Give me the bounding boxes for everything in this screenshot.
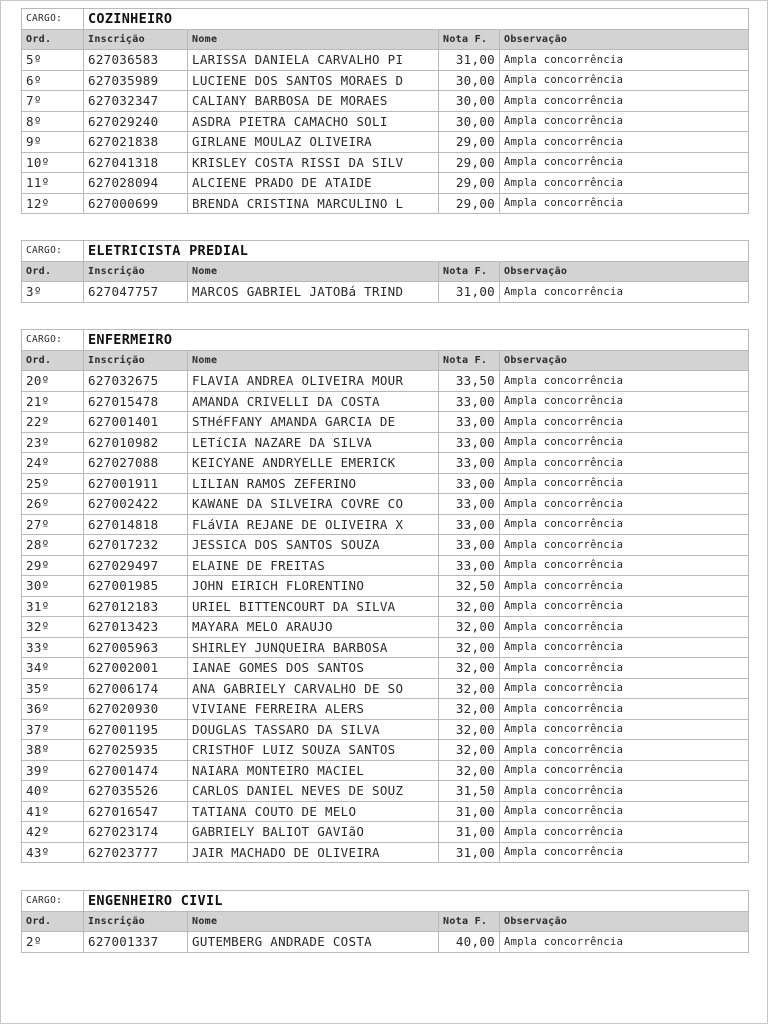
cell-ord: 42º [22, 822, 84, 843]
cell-nota: 33,00 [439, 432, 500, 453]
cell-inscricao: 627032675 [84, 371, 188, 392]
cell-nota: 33,50 [439, 371, 500, 392]
results-table [21, 8, 749, 214]
table-row [22, 152, 749, 173]
cell-nota: 31,50 [439, 781, 500, 802]
table-row [22, 494, 749, 515]
cell-ord: 6º [22, 70, 84, 91]
cell-observacao: Ampla concorrência [500, 740, 749, 761]
table-row [22, 658, 749, 679]
cell-ord: 34º [22, 658, 84, 679]
cell-nota: 32,00 [439, 699, 500, 720]
cell-inscricao: 627020930 [84, 699, 188, 720]
cell-inscricao: 627028094 [84, 173, 188, 194]
table-body [22, 50, 749, 214]
cell-inscricao: 627041318 [84, 152, 188, 173]
header-nome: Nome [188, 29, 439, 50]
cell-inscricao: 627010982 [84, 432, 188, 453]
cell-ord: 10º [22, 152, 84, 173]
cargo-title-row [22, 891, 749, 912]
cell-ord: 39º [22, 760, 84, 781]
cell-nome: TATIANA COUTO DE MELO [188, 801, 439, 822]
cell-inscricao: 627012183 [84, 596, 188, 617]
cell-observacao: Ampla concorrência [500, 132, 749, 153]
cell-observacao: Ampla concorrência [500, 494, 749, 515]
table-body [22, 932, 749, 953]
cell-observacao: Ampla concorrência [500, 576, 749, 597]
cell-nome: VIVIANE FERREIRA ALERS [188, 699, 439, 720]
cell-observacao: Ampla concorrência [500, 617, 749, 638]
cargo-title-row [22, 9, 749, 30]
cell-observacao: Ampla concorrência [500, 152, 749, 173]
cell-observacao: Ampla concorrência [500, 70, 749, 91]
table-row [22, 760, 749, 781]
header-nota: Nota F. [439, 911, 500, 932]
table-row [22, 719, 749, 740]
header-ord: Ord. [22, 911, 84, 932]
cell-nome: GABRIELY BALIOT GAVIãO [188, 822, 439, 843]
cell-inscricao: 627025935 [84, 740, 188, 761]
table-row [22, 678, 749, 699]
cell-observacao: Ampla concorrência [500, 842, 749, 863]
cell-nome: BRENDA CRISTINA MARCULINO L [188, 193, 439, 214]
cell-ord: 37º [22, 719, 84, 740]
table-row [22, 842, 749, 863]
cell-ord: 40º [22, 781, 84, 802]
cargo-title-row [22, 330, 749, 351]
cargo-name: ENFERMEIRO [84, 330, 749, 351]
cell-nome: LILIAN RAMOS ZEFERINO [188, 473, 439, 494]
cell-inscricao: 627036583 [84, 50, 188, 71]
cell-nota: 33,00 [439, 473, 500, 494]
header-nota: Nota F. [439, 261, 500, 282]
cargo-label: CARGO: [22, 9, 84, 30]
cell-nota: 31,00 [439, 842, 500, 863]
cell-inscricao: 627015478 [84, 391, 188, 412]
cell-ord: 23º [22, 432, 84, 453]
cell-ord: 24º [22, 453, 84, 474]
cell-inscricao: 627006174 [84, 678, 188, 699]
cell-nome: GUTEMBERG ANDRADE COSTA [188, 932, 439, 953]
table-row [22, 193, 749, 214]
cell-nota: 33,00 [439, 514, 500, 535]
cell-nota: 40,00 [439, 932, 500, 953]
cell-observacao: Ampla concorrência [500, 453, 749, 474]
cell-inscricao: 627027088 [84, 453, 188, 474]
cell-ord: 33º [22, 637, 84, 658]
section-enfermeiro [21, 329, 748, 863]
header-nome: Nome [188, 261, 439, 282]
cell-ord: 5º [22, 50, 84, 71]
header-obs: Observação [500, 261, 749, 282]
cell-nome: LETíCIA NAZARE DA SILVA [188, 432, 439, 453]
column-header-row [22, 29, 749, 50]
table-row [22, 699, 749, 720]
cell-nome: JESSICA DOS SANTOS SOUZA [188, 535, 439, 556]
table-row [22, 453, 749, 474]
header-obs: Observação [500, 911, 749, 932]
cell-nome: LUCIENE DOS SANTOS MORAES D [188, 70, 439, 91]
section-eletricista-predial [21, 240, 748, 303]
cell-inscricao: 627029240 [84, 111, 188, 132]
cell-observacao: Ampla concorrência [500, 412, 749, 433]
cell-observacao: Ampla concorrência [500, 932, 749, 953]
cell-inscricao: 627032347 [84, 91, 188, 112]
cell-nome: ASDRA PIETRA CAMACHO SOLI [188, 111, 439, 132]
cell-inscricao: 627016547 [84, 801, 188, 822]
table-row [22, 932, 749, 953]
cell-observacao: Ampla concorrência [500, 535, 749, 556]
cell-nota: 32,00 [439, 740, 500, 761]
cargo-name: COZINHEIRO [84, 9, 749, 30]
cell-nota: 33,00 [439, 412, 500, 433]
cell-inscricao: 627001195 [84, 719, 188, 740]
cell-observacao: Ampla concorrência [500, 637, 749, 658]
cell-nota: 29,00 [439, 193, 500, 214]
cell-observacao: Ampla concorrência [500, 699, 749, 720]
cell-inscricao: 627047757 [84, 282, 188, 303]
cell-nome: CRISTHOF LUIZ SOUZA SANTOS [188, 740, 439, 761]
results-table [21, 890, 749, 953]
table-row [22, 637, 749, 658]
cell-nota: 33,00 [439, 494, 500, 515]
cell-nome: CALIANY BARBOSA DE MORAES [188, 91, 439, 112]
header-inscricao: Inscrição [84, 350, 188, 371]
cell-inscricao: 627017232 [84, 535, 188, 556]
cell-observacao: Ampla concorrência [500, 801, 749, 822]
cell-observacao: Ampla concorrência [500, 678, 749, 699]
header-inscricao: Inscrição [84, 911, 188, 932]
cell-inscricao: 627001401 [84, 412, 188, 433]
cell-ord: 3º [22, 282, 84, 303]
cell-observacao: Ampla concorrência [500, 193, 749, 214]
cell-nome: IANAE GOMES DOS SANTOS [188, 658, 439, 679]
cell-ord: 43º [22, 842, 84, 863]
cell-nota: 31,00 [439, 822, 500, 843]
header-ord: Ord. [22, 29, 84, 50]
cell-ord: 11º [22, 173, 84, 194]
cargo-title-row [22, 241, 749, 262]
cell-nota: 33,00 [439, 535, 500, 556]
cell-nome: FLAVIA ANDREA OLIVEIRA MOUR [188, 371, 439, 392]
cell-nota: 31,00 [439, 801, 500, 822]
cell-inscricao: 627001474 [84, 760, 188, 781]
table-row [22, 576, 749, 597]
cell-ord: 27º [22, 514, 84, 535]
header-nota: Nota F. [439, 29, 500, 50]
table-row [22, 111, 749, 132]
cell-nome: DOUGLAS TASSARO DA SILVA [188, 719, 439, 740]
table-body [22, 282, 749, 303]
cell-observacao: Ampla concorrência [500, 91, 749, 112]
cell-inscricao: 627035989 [84, 70, 188, 91]
table-row [22, 514, 749, 535]
cell-nota: 32,00 [439, 760, 500, 781]
cell-ord: 2º [22, 932, 84, 953]
cell-observacao: Ampla concorrência [500, 596, 749, 617]
cell-inscricao: 627000699 [84, 193, 188, 214]
cell-nome: KAWANE DA SILVEIRA COVRE CO [188, 494, 439, 515]
cell-ord: 21º [22, 391, 84, 412]
column-header-row [22, 911, 749, 932]
cell-inscricao: 627001985 [84, 576, 188, 597]
cell-inscricao: 627021838 [84, 132, 188, 153]
cell-inscricao: 627023777 [84, 842, 188, 863]
cell-ord: 25º [22, 473, 84, 494]
cell-observacao: Ampla concorrência [500, 514, 749, 535]
cell-ord: 35º [22, 678, 84, 699]
cell-inscricao: 627014818 [84, 514, 188, 535]
cell-nome: URIEL BITTENCOURT DA SILVA [188, 596, 439, 617]
cell-ord: 22º [22, 412, 84, 433]
cell-nota: 29,00 [439, 173, 500, 194]
cell-nota: 32,00 [439, 617, 500, 638]
header-ord: Ord. [22, 350, 84, 371]
header-obs: Observação [500, 29, 749, 50]
cell-nota: 33,00 [439, 391, 500, 412]
cell-nota: 30,00 [439, 111, 500, 132]
table-row [22, 617, 749, 638]
cell-nota: 32,00 [439, 596, 500, 617]
cell-observacao: Ampla concorrência [500, 719, 749, 740]
header-ord: Ord. [22, 261, 84, 282]
table-row [22, 535, 749, 556]
cell-ord: 30º [22, 576, 84, 597]
cell-nome: JOHN EIRICH FLORENTINO [188, 576, 439, 597]
table-row [22, 822, 749, 843]
table-row [22, 391, 749, 412]
table-row [22, 70, 749, 91]
section-cozinheiro [21, 8, 748, 214]
cell-ord: 20º [22, 371, 84, 392]
table-row [22, 282, 749, 303]
cell-inscricao: 627005963 [84, 637, 188, 658]
cell-nome: MARCOS GABRIEL JATOBá TRIND [188, 282, 439, 303]
cell-nota: 33,00 [439, 453, 500, 474]
cell-nome: JAIR MACHADO DE OLIVEIRA [188, 842, 439, 863]
cell-nota: 32,50 [439, 576, 500, 597]
header-obs: Observação [500, 350, 749, 371]
table-row [22, 801, 749, 822]
cell-observacao: Ampla concorrência [500, 473, 749, 494]
cell-observacao: Ampla concorrência [500, 822, 749, 843]
column-header-row [22, 350, 749, 371]
cargo-name: ELETRICISTA PREDIAL [84, 241, 749, 262]
table-row [22, 91, 749, 112]
cargo-label: CARGO: [22, 891, 84, 912]
cell-ord: 29º [22, 555, 84, 576]
cell-nome: KRISLEY COSTA RISSI DA SILV [188, 152, 439, 173]
column-header-row [22, 261, 749, 282]
cell-ord: 8º [22, 111, 84, 132]
cell-ord: 38º [22, 740, 84, 761]
header-inscricao: Inscrição [84, 261, 188, 282]
cargo-label: CARGO: [22, 241, 84, 262]
cell-nota: 29,00 [439, 132, 500, 153]
cell-nota: 32,00 [439, 637, 500, 658]
cell-inscricao: 627013423 [84, 617, 188, 638]
cell-nome: ANA GABRIELY CARVALHO DE SO [188, 678, 439, 699]
cargo-name: ENGENHEIRO CIVIL [84, 891, 749, 912]
cell-nota: 31,00 [439, 282, 500, 303]
cell-nota: 30,00 [439, 91, 500, 112]
header-nome: Nome [188, 911, 439, 932]
table-body [22, 371, 749, 863]
cell-inscricao: 627002001 [84, 658, 188, 679]
cell-nome: ELAINE DE FREITAS [188, 555, 439, 576]
table-row [22, 555, 749, 576]
cell-nota: 32,00 [439, 678, 500, 699]
results-table [21, 240, 749, 303]
cell-observacao: Ampla concorrência [500, 432, 749, 453]
cell-ord: 36º [22, 699, 84, 720]
cell-nota: 31,00 [439, 50, 500, 71]
cell-observacao: Ampla concorrência [500, 371, 749, 392]
cell-nota: 33,00 [439, 555, 500, 576]
cell-nome: GIRLANE MOULAZ OLIVEIRA [188, 132, 439, 153]
cargo-label: CARGO: [22, 330, 84, 351]
header-nota: Nota F. [439, 350, 500, 371]
cell-nome: KEICYANE ANDRYELLE EMERICK [188, 453, 439, 474]
cell-inscricao: 627029497 [84, 555, 188, 576]
cell-inscricao: 627035526 [84, 781, 188, 802]
cell-ord: 41º [22, 801, 84, 822]
cell-nome: CARLOS DANIEL NEVES DE SOUZ [188, 781, 439, 802]
cell-nome: AMANDA CRIVELLI DA COSTA [188, 391, 439, 412]
cell-ord: 12º [22, 193, 84, 214]
table-row [22, 740, 749, 761]
cell-inscricao: 627001337 [84, 932, 188, 953]
table-row [22, 173, 749, 194]
table-row [22, 432, 749, 453]
cell-ord: 32º [22, 617, 84, 638]
cell-nota: 32,00 [439, 719, 500, 740]
cell-nome: ALCIENE PRADO DE ATAIDE [188, 173, 439, 194]
table-row [22, 50, 749, 71]
cell-nome: STHéFFANY AMANDA GARCIA DE [188, 412, 439, 433]
cell-observacao: Ampla concorrência [500, 282, 749, 303]
cell-nome: SHIRLEY JUNQUEIRA BARBOSA [188, 637, 439, 658]
cell-nome: NAIARA MONTEIRO MACIEL [188, 760, 439, 781]
cell-nome: MAYARA MELO ARAUJO [188, 617, 439, 638]
cell-nota: 29,00 [439, 152, 500, 173]
cell-inscricao: 627002422 [84, 494, 188, 515]
table-row [22, 132, 749, 153]
table-row [22, 781, 749, 802]
cell-observacao: Ampla concorrência [500, 50, 749, 71]
cell-observacao: Ampla concorrência [500, 173, 749, 194]
cell-observacao: Ampla concorrência [500, 391, 749, 412]
table-row [22, 412, 749, 433]
cell-nota: 32,00 [439, 658, 500, 679]
cell-observacao: Ampla concorrência [500, 658, 749, 679]
table-row [22, 371, 749, 392]
cell-ord: 26º [22, 494, 84, 515]
table-row [22, 596, 749, 617]
cell-observacao: Ampla concorrência [500, 781, 749, 802]
section-engenheiro-civil [21, 890, 748, 953]
cell-nome: FLáVIA REJANE DE OLIVEIRA X [188, 514, 439, 535]
header-inscricao: Inscrição [84, 29, 188, 50]
header-nome: Nome [188, 350, 439, 371]
cell-observacao: Ampla concorrência [500, 111, 749, 132]
cell-inscricao: 627023174 [84, 822, 188, 843]
cell-nota: 30,00 [439, 70, 500, 91]
table-row [22, 473, 749, 494]
results-table [21, 329, 749, 863]
cell-ord: 28º [22, 535, 84, 556]
cell-observacao: Ampla concorrência [500, 555, 749, 576]
cell-nome: LARISSA DANIELA CARVALHO PI [188, 50, 439, 71]
cell-observacao: Ampla concorrência [500, 760, 749, 781]
cell-ord: 31º [22, 596, 84, 617]
cell-ord: 9º [22, 132, 84, 153]
cell-ord: 7º [22, 91, 84, 112]
cell-inscricao: 627001911 [84, 473, 188, 494]
